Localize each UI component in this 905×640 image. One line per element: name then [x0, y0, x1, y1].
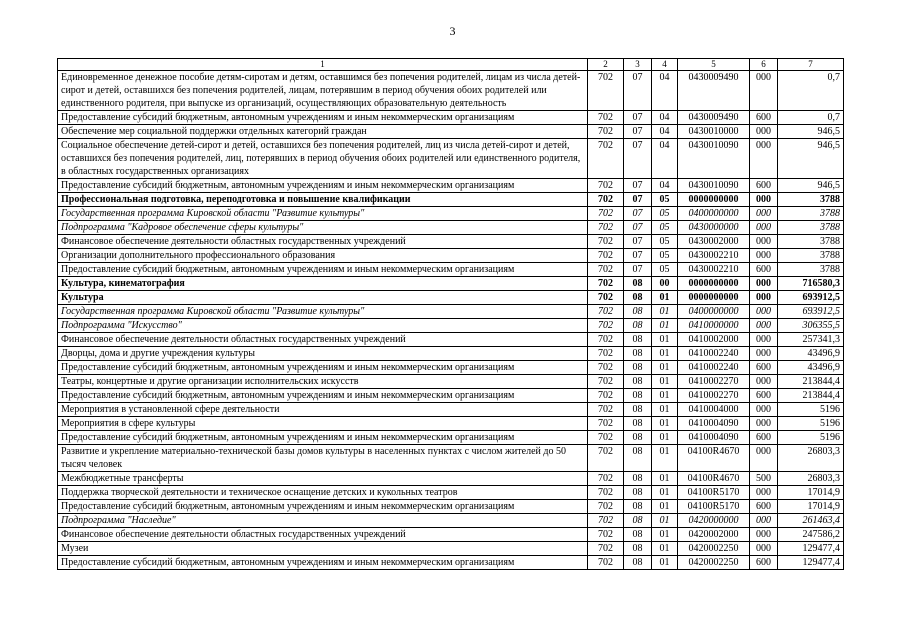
row-ved: 702 [588, 305, 624, 319]
row-target-code: 0400000000 [678, 207, 750, 221]
row-name: Социальное обеспечение детей-сирот и детей, оставшихся без попечения родителей, лиц из числа детей-сирот и детей, оставшихся без попечения родителей, лиц, потерявших в период обучения обоих родителей или единственного родителя, в областных государственных организациях [58, 139, 588, 179]
row-name: Поддержка творческой деятельности и техническое оснащение детских и кукольных театров [58, 486, 588, 500]
row-subsection: 04 [652, 125, 678, 139]
row-name: Театры, концертные и другие организации исполнительских искусств [58, 375, 588, 389]
table-row [58, 221, 844, 235]
row-ved: 702 [588, 361, 624, 375]
row-ved: 702 [588, 193, 624, 207]
row-target-code: 0410002240 [678, 361, 750, 375]
row-subsection: 01 [652, 542, 678, 556]
row-amount: 213844,4 [778, 389, 844, 403]
row-amount: 3788 [778, 207, 844, 221]
row-expense-type: 000 [750, 305, 778, 319]
table-row [58, 319, 844, 333]
row-ved: 702 [588, 235, 624, 249]
row-name: Культура [58, 291, 588, 305]
table-row [58, 361, 844, 375]
row-subsection: 04 [652, 139, 678, 179]
row-name: Развитие и укрепление материально-технической базы домов культуры в населенных пунктах с числом жителей до 50 тысяч человек [58, 445, 588, 472]
row-name: Музеи [58, 542, 588, 556]
row-subsection: 01 [652, 431, 678, 445]
col-header: 7 [778, 59, 844, 71]
row-target-code: 0430009490 [678, 71, 750, 111]
row-section: 08 [624, 389, 652, 403]
row-subsection: 01 [652, 445, 678, 472]
row-target-code: 04100R5170 [678, 486, 750, 500]
table-row [58, 472, 844, 486]
row-expense-type: 600 [750, 389, 778, 403]
row-target-code: 0400000000 [678, 305, 750, 319]
row-name: Мероприятия в сфере культуры [58, 417, 588, 431]
row-name: Подпрограмма "Кадровое обеспечение сферы культуры" [58, 221, 588, 235]
row-section: 08 [624, 319, 652, 333]
row-subsection: 01 [652, 500, 678, 514]
row-subsection: 01 [652, 347, 678, 361]
col-header: 5 [678, 59, 750, 71]
row-name: Профессиональная подготовка, переподготовка и повышение квалификации [58, 193, 588, 207]
row-section: 07 [624, 71, 652, 111]
row-subsection: 01 [652, 291, 678, 305]
row-subsection: 04 [652, 111, 678, 125]
row-section: 08 [624, 305, 652, 319]
table-row [58, 193, 844, 207]
row-amount: 257341,3 [778, 333, 844, 347]
row-name: Мероприятия в установленной сфере деятельности [58, 403, 588, 417]
row-section: 07 [624, 139, 652, 179]
row-amount: 0,7 [778, 111, 844, 125]
row-amount: 5196 [778, 417, 844, 431]
row-ved: 702 [588, 417, 624, 431]
table-row [58, 486, 844, 500]
row-target-code: 0430002210 [678, 249, 750, 263]
row-amount: 0,7 [778, 71, 844, 111]
budget-table [57, 58, 844, 570]
row-section: 08 [624, 417, 652, 431]
row-name: Дворцы, дома и другие учреждения культуры [58, 347, 588, 361]
row-subsection: 05 [652, 235, 678, 249]
row-amount: 17014,9 [778, 500, 844, 514]
table-row [58, 514, 844, 528]
row-section: 08 [624, 291, 652, 305]
row-ved: 702 [588, 556, 624, 570]
row-section: 08 [624, 556, 652, 570]
row-ved: 702 [588, 221, 624, 235]
row-expense-type: 000 [750, 319, 778, 333]
row-name: Организации дополнительного профессионального образования [58, 249, 588, 263]
row-section: 07 [624, 235, 652, 249]
row-section: 07 [624, 125, 652, 139]
row-ved: 702 [588, 431, 624, 445]
row-expense-type: 000 [750, 139, 778, 179]
row-section: 08 [624, 277, 652, 291]
row-expense-type: 600 [750, 556, 778, 570]
row-target-code: 0430000000 [678, 221, 750, 235]
row-amount: 261463,4 [778, 514, 844, 528]
row-section: 08 [624, 445, 652, 472]
row-target-code: 0420002000 [678, 528, 750, 542]
row-amount: 129477,4 [778, 542, 844, 556]
row-target-code: 0430009490 [678, 111, 750, 125]
table-row [58, 139, 844, 179]
row-name: Предоставление субсидий бюджетным, автономным учреждениям и иным некоммерческим организациям [58, 389, 588, 403]
row-expense-type: 000 [750, 486, 778, 500]
row-target-code: 0410002240 [678, 347, 750, 361]
row-subsection: 01 [652, 389, 678, 403]
row-ved: 702 [588, 139, 624, 179]
col-header: 6 [750, 59, 778, 71]
row-name: Государственная программа Кировской области "Развитие культуры" [58, 305, 588, 319]
row-amount: 5196 [778, 431, 844, 445]
row-subsection: 01 [652, 333, 678, 347]
row-amount: 43496,9 [778, 361, 844, 375]
row-expense-type: 000 [750, 277, 778, 291]
row-ved: 702 [588, 486, 624, 500]
row-amount: 3788 [778, 235, 844, 249]
row-expense-type: 000 [750, 333, 778, 347]
row-expense-type: 000 [750, 403, 778, 417]
row-amount: 306355,5 [778, 319, 844, 333]
table-row [58, 263, 844, 277]
row-section: 07 [624, 179, 652, 193]
col-header: 1 [58, 59, 588, 71]
row-expense-type: 000 [750, 528, 778, 542]
row-amount: 3788 [778, 221, 844, 235]
row-target-code: 0430002210 [678, 263, 750, 277]
row-amount: 3788 [778, 249, 844, 263]
row-target-code: 0410004000 [678, 403, 750, 417]
row-name: Финансовое обеспечение деятельности областных государственных учреждений [58, 235, 588, 249]
row-section: 08 [624, 542, 652, 556]
row-ved: 702 [588, 403, 624, 417]
row-subsection: 01 [652, 514, 678, 528]
row-name: Предоставление субсидий бюджетным, автономным учреждениям и иным некоммерческим организациям [58, 556, 588, 570]
table-row [58, 179, 844, 193]
row-subsection: 01 [652, 486, 678, 500]
table-row [58, 347, 844, 361]
row-ved: 702 [588, 111, 624, 125]
table-row [58, 431, 844, 445]
row-target-code: 0410002000 [678, 333, 750, 347]
row-target-code: 0420002250 [678, 542, 750, 556]
row-ved: 702 [588, 514, 624, 528]
row-subsection: 01 [652, 417, 678, 431]
row-expense-type: 000 [750, 347, 778, 361]
row-target-code: 0410004090 [678, 431, 750, 445]
row-target-code: 0000000000 [678, 291, 750, 305]
row-target-code: 0000000000 [678, 277, 750, 291]
col-header: 4 [652, 59, 678, 71]
row-section: 07 [624, 193, 652, 207]
row-ved: 702 [588, 500, 624, 514]
row-name: Обеспечение мер социальной поддержки отдельных категорий граждан [58, 125, 588, 139]
page-number: 3 [449, 24, 456, 38]
row-section: 08 [624, 472, 652, 486]
row-ved: 702 [588, 207, 624, 221]
row-target-code: 0420000000 [678, 514, 750, 528]
row-subsection: 01 [652, 556, 678, 570]
row-subsection: 04 [652, 179, 678, 193]
row-expense-type: 000 [750, 71, 778, 111]
row-section: 07 [624, 263, 652, 277]
row-subsection: 05 [652, 221, 678, 235]
row-subsection: 01 [652, 305, 678, 319]
row-name: Предоставление субсидий бюджетным, автономным учреждениям и иным некоммерческим организациям [58, 263, 588, 277]
row-section: 08 [624, 500, 652, 514]
row-target-code: 0410002270 [678, 375, 750, 389]
row-section: 07 [624, 111, 652, 125]
row-ved: 702 [588, 389, 624, 403]
row-expense-type: 600 [750, 263, 778, 277]
row-amount: 17014,9 [778, 486, 844, 500]
table-row [58, 403, 844, 417]
row-target-code: 0410002270 [678, 389, 750, 403]
row-subsection: 05 [652, 249, 678, 263]
row-section: 08 [624, 528, 652, 542]
row-amount: 5196 [778, 403, 844, 417]
row-section: 08 [624, 514, 652, 528]
row-subsection: 01 [652, 472, 678, 486]
table-row [58, 305, 844, 319]
row-expense-type: 000 [750, 207, 778, 221]
row-subsection: 00 [652, 277, 678, 291]
row-ved: 702 [588, 528, 624, 542]
table-row [58, 235, 844, 249]
row-target-code: 0430010090 [678, 179, 750, 193]
row-amount: 213844,4 [778, 375, 844, 389]
table-row [58, 528, 844, 542]
row-amount: 946,5 [778, 139, 844, 179]
row-amount: 26803,3 [778, 472, 844, 486]
table-row [58, 125, 844, 139]
row-target-code: 04100R4670 [678, 445, 750, 472]
row-target-code: 04100R4670 [678, 472, 750, 486]
row-amount: 43496,9 [778, 347, 844, 361]
row-subsection: 01 [652, 403, 678, 417]
col-header: 2 [588, 59, 624, 71]
row-expense-type: 000 [750, 249, 778, 263]
table-row [58, 542, 844, 556]
row-subsection: 01 [652, 319, 678, 333]
row-name: Межбюджетные трансферты [58, 472, 588, 486]
row-name: Культура, кинематография [58, 277, 588, 291]
row-amount: 3788 [778, 263, 844, 277]
row-amount: 3788 [778, 193, 844, 207]
row-name: Предоставление субсидий бюджетным, автономным учреждениям и иным некоммерческим организациям [58, 361, 588, 375]
table-row [58, 207, 844, 221]
row-amount: 26803,3 [778, 445, 844, 472]
row-section: 08 [624, 403, 652, 417]
row-target-code: 0430010090 [678, 139, 750, 179]
row-expense-type: 000 [750, 125, 778, 139]
row-expense-type: 600 [750, 500, 778, 514]
row-subsection: 05 [652, 193, 678, 207]
col-header: 3 [624, 59, 652, 71]
table-row [58, 291, 844, 305]
table-row [58, 445, 844, 472]
row-expense-type: 000 [750, 542, 778, 556]
row-subsection: 01 [652, 528, 678, 542]
row-target-code: 0420002250 [678, 556, 750, 570]
row-name: Подпрограмма "Искусство" [58, 319, 588, 333]
row-section: 08 [624, 347, 652, 361]
row-target-code: 0000000000 [678, 193, 750, 207]
row-section: 08 [624, 333, 652, 347]
row-name: Финансовое обеспечение деятельности областных государственных учреждений [58, 528, 588, 542]
row-expense-type: 000 [750, 221, 778, 235]
row-name: Единовременное денежное пособие детям-сиротам и детям, оставшимся без попечения родителей, лицам из числа детей-сирот и детей, оставшихся без попечения родителей, лицам, потерявшим в период обучения обоих родителей или единственного родителя, при выпуске из организаций, осуществляющих образовательную деятельность [58, 71, 588, 111]
row-expense-type: 500 [750, 472, 778, 486]
table-row [58, 111, 844, 125]
table-row [58, 333, 844, 347]
table-row [58, 500, 844, 514]
table-row [58, 375, 844, 389]
row-ved: 702 [588, 319, 624, 333]
row-ved: 702 [588, 249, 624, 263]
row-subsection: 05 [652, 207, 678, 221]
row-amount: 946,5 [778, 179, 844, 193]
row-expense-type: 000 [750, 445, 778, 472]
row-ved: 702 [588, 542, 624, 556]
row-expense-type: 000 [750, 193, 778, 207]
row-expense-type: 600 [750, 431, 778, 445]
row-subsection: 01 [652, 361, 678, 375]
row-ved: 702 [588, 375, 624, 389]
table-row [58, 277, 844, 291]
row-expense-type: 000 [750, 291, 778, 305]
row-amount: 946,5 [778, 125, 844, 139]
row-target-code: 0430010000 [678, 125, 750, 139]
row-expense-type: 000 [750, 375, 778, 389]
table-row [58, 389, 844, 403]
row-name: Подпрограмма "Наследие" [58, 514, 588, 528]
table-header-row [58, 59, 844, 71]
row-name: Финансовое обеспечение деятельности областных государственных учреждений [58, 333, 588, 347]
row-amount: 716580,3 [778, 277, 844, 291]
row-expense-type: 600 [750, 111, 778, 125]
row-name: Государственная программа Кировской области "Развитие культуры" [58, 207, 588, 221]
row-ved: 702 [588, 179, 624, 193]
row-section: 07 [624, 221, 652, 235]
row-section: 07 [624, 249, 652, 263]
row-expense-type: 000 [750, 417, 778, 431]
row-subsection: 04 [652, 71, 678, 111]
row-amount: 129477,4 [778, 556, 844, 570]
row-target-code: 0430002000 [678, 235, 750, 249]
row-target-code: 0410000000 [678, 319, 750, 333]
row-name: Предоставление субсидий бюджетным, автономным учреждениям и иным некоммерческим организациям [58, 500, 588, 514]
row-subsection: 01 [652, 375, 678, 389]
row-name: Предоставление субсидий бюджетным, автономным учреждениям и иным некоммерческим организациям [58, 111, 588, 125]
row-ved: 702 [588, 71, 624, 111]
row-amount: 693912,5 [778, 305, 844, 319]
row-ved: 702 [588, 291, 624, 305]
table-row [58, 249, 844, 263]
row-ved: 702 [588, 263, 624, 277]
row-ved: 702 [588, 277, 624, 291]
table-row [58, 71, 844, 111]
row-ved: 702 [588, 125, 624, 139]
row-amount: 693912,5 [778, 291, 844, 305]
row-target-code: 0410004090 [678, 417, 750, 431]
row-section: 07 [624, 207, 652, 221]
row-section: 08 [624, 486, 652, 500]
row-section: 08 [624, 375, 652, 389]
row-name: Предоставление субсидий бюджетным, автономным учреждениям и иным некоммерческим организациям [58, 179, 588, 193]
row-section: 08 [624, 431, 652, 445]
row-ved: 702 [588, 472, 624, 486]
row-subsection: 05 [652, 263, 678, 277]
row-section: 08 [624, 361, 652, 375]
row-amount: 247586,2 [778, 528, 844, 542]
row-ved: 702 [588, 445, 624, 472]
row-ved: 702 [588, 347, 624, 361]
row-name: Предоставление субсидий бюджетным, автономным учреждениям и иным некоммерческим организациям [58, 431, 588, 445]
row-expense-type: 600 [750, 179, 778, 193]
row-expense-type: 600 [750, 361, 778, 375]
table-row [58, 556, 844, 570]
row-expense-type: 000 [750, 235, 778, 249]
row-target-code: 04100R5170 [678, 500, 750, 514]
table-row [58, 417, 844, 431]
row-ved: 702 [588, 333, 624, 347]
row-expense-type: 000 [750, 514, 778, 528]
table-body [58, 71, 844, 570]
